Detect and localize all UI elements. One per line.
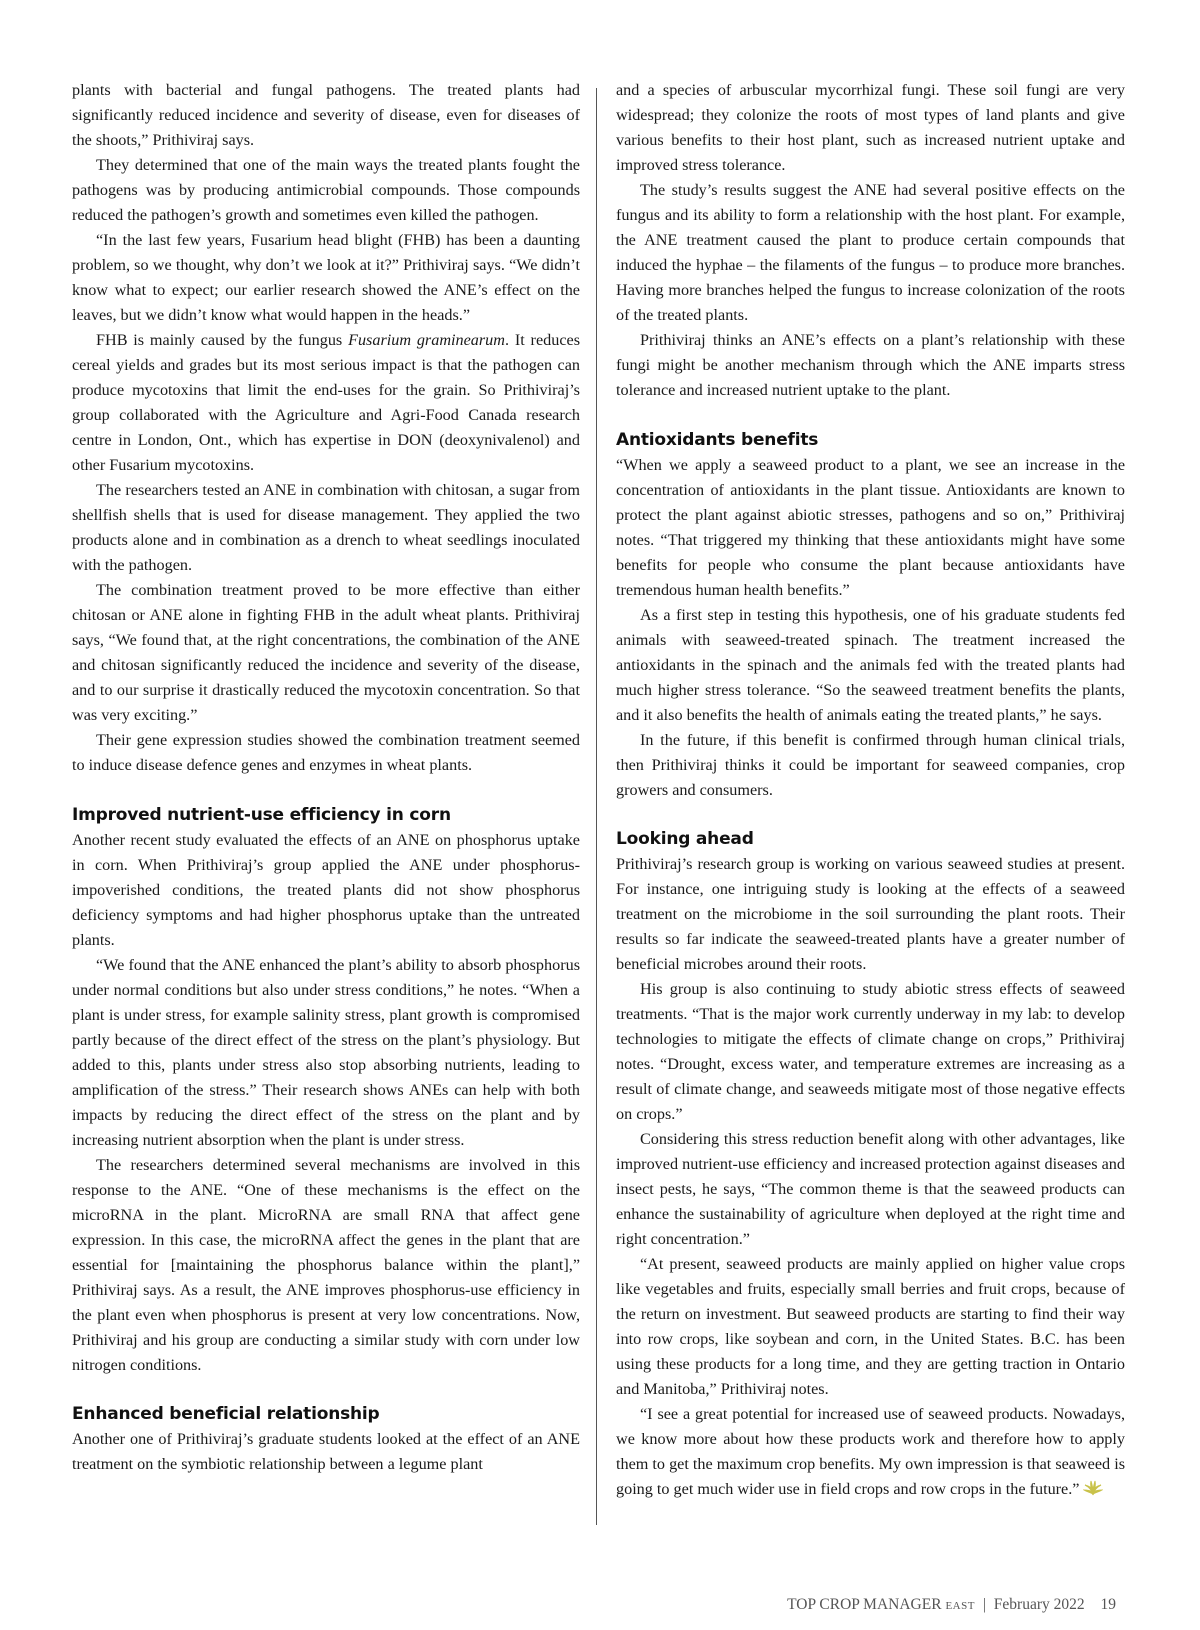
paragraph: Prithiviraj thinks an ANE’s effects on a plant’s relationship with these fungi might be another mechanism through which the ANE imparts stress tolerance and increased nutrient uptake to the plant. (616, 331, 1125, 399)
page-footer (787, 1596, 1116, 1614)
paragraph (72, 328, 580, 478)
paragraph: Another recent study evaluated the effects of an ANE on phosphorus uptake in corn. When Prithiviraj’s group applied the ANE under phosphorus-impoverished conditions, the treated plants did not show phosphorus deficiency symptoms and had higher phosphorus uptake than the untreated plants. (72, 831, 580, 949)
issue-date: February 2022 (993, 1596, 1085, 1613)
paragraph: “When we apply a seaweed product to a plant, we see an increase in the concentration of antioxidants in the plant tissue. Antioxidants are known to protect the plant against abiotic stresses, pathogens and so on,” Prithiviraj notes. “That triggered my thinking that these antioxidants might have some benefits for people who consume the plant because antioxidants have tremendous human health benefits.” (616, 456, 1125, 599)
paragraph: “In the last few years, Fusarium head blight (FHB) has been a daunting problem, so we thought, why don’t we look at it?” Prithiviraj says. “We didn’t know what to expect; our earlier research showed the ANE’s effect on the leaves, but we didn’t know what would happen in the heads.” (72, 231, 580, 324)
paragraph: “At present, seaweed products are mainly applied on higher value crops like vegetables and fruits, especially small berries and fruit crops, because of the return on investment. But seaweed products are starting to find their way into row crops, like soybean and corn, in the United States. B.C. has been using these products for a long time, and they are getting traction in Ontario and Manitoba,” Prithiviraj notes. (616, 1255, 1125, 1398)
magazine-title: TOP CROP MANAGER (787, 1596, 942, 1613)
paragraph: “We found that the ANE enhanced the plant’s ability to absorb phosphorus under normal conditions but also under stress conditions,” he notes. “When a plant is under stress, for example salinity stress, plant growth is compromised partly because of the direct effect of the stress on the plant’s physiology. But added to this, plants under stress also stop absorbing nutrients, leading to amplification of the stress.” Their research shows ANEs can help with both impacts by reducing the direct effect of the stress on the plant and by increasing nutrient absorption when the plant is under stress. (72, 956, 580, 1149)
paragraph: The combination treatment proved to be more effective than either chitosan or ANE alone in fighting FHB in the adult wheat plants. Prithiviraj says, “We found that, at the right concentrations, the combination of the ANE and chitosan significantly reduced the incidence and severity of the disease, and to our surprise it drastically reduced the mycotoxin concentration. So that was very exciting.” (72, 581, 580, 724)
paragraph: They determined that one of the main ways the treated plants fought the pathogens was by producing antimicrobial compounds. Those compounds reduced the pathogen’s growth and sometimes even killed the pathogen. (72, 156, 580, 224)
paragraph: The researchers determined several mechanisms are involved in this response to the ANE. “One of these mechanisms is the effect on the microRNA in the plant. MicroRNA are small RNA that affect gene expression. In this case, the microRNA affect the genes in the plant that are essential for [maintaining the phosphorus balance within the plant],” Prithiviraj says. As a result, the ANE improves phosphorus-use efficiency in the plant even when phosphorus is present at very low concentrations. Now, Prithiviraj and his group are conducting a similar study with corn under low nitrogen conditions. (72, 1156, 580, 1374)
paragraph: plants with bacterial and fungal pathogens. The treated plants had significantly reduced incidence and severity of disease, even for diseases of the shoots,” Prithiviraj says. (72, 81, 580, 149)
column-divider (596, 88, 597, 1525)
section-heading: Antioxidants benefits (616, 430, 819, 450)
paragraph: The study’s results suggest the ANE had several positive effects on the fungus and its ability to form a relationship with the host plant. For example, the ANE treatment caused the plant to produce certain compounds that induced the hyphae – the filaments of the fungus – to produce more branches. Having more branches helped the fungus to increase colonization of the roots of the treated plants. (616, 181, 1125, 324)
page-number: 19 (1100, 1596, 1116, 1613)
paragraph: and a species of arbuscular mycorrhizal fungi. These soil fungi are very widespread; they colonize the roots of most types of land plants and give various benefits to their host plant, such as increased nutrient uptake and improved stress tolerance. (616, 81, 1125, 174)
paragraph: As a first step in testing this hypothesis, one of his graduate students fed animals with seaweed-treated spinach. The treatment increased the antioxidants in the spinach and the animals fed with the treated plants had much higher stress tolerance. “So the seaweed treatment benefits the plants, and it also benefits the health of animals eating the treated plants,” he says. (616, 606, 1125, 724)
text-run: “I see a great potential for increased use of seaweed products. Nowadays, we know more about how these products work and therefore how to apply them to get the maximum crop benefits. My own impression is that seaweed is going to get much wider use in field crops and row crops in the future.” (616, 1405, 1125, 1498)
paragraph: Prithiviraj’s research group is working on various seaweed studies at present. For instance, one intriguing study is looking at the effects of a seaweed treatment on the microbiome in the soil surrounding the plant roots. Their results so far indicate the seaweed-treated plants have a greater number of beneficial microbes around their roots. (616, 855, 1125, 973)
section-heading: Looking ahead (616, 829, 754, 849)
paragraph: In the future, if this benefit is confirmed through human clinical trials, then Prithiviraj thinks it could be important for seaweed companies, crop growers and consumers. (616, 731, 1125, 799)
paragraph: His group is also continuing to study abiotic stress effects of seaweed treatments. “That is the major work currently underway in my lab: to develop technologies to mitigate the effects of climate change on crops,” Prithiviraj notes. “Drought, excess water, and temperature extremes are increasing as a result of climate change, and seaweeds mitigate most of those negative effects on crops.” (616, 980, 1125, 1123)
edition-label: EAST (945, 1600, 975, 1612)
footer-separator: | (982, 1596, 986, 1613)
paragraph: Another one of Prithiviraj’s graduate students looked at the effect of an ANE treatment on the symbiotic relationship between a legume plant (72, 1430, 580, 1473)
paragraph: Considering this stress reduction benefit along with other advantages, like improved nutrient-use efficiency and increased protection against diseases and insect pests, he says, “The common theme is that the seaweed products can enhance the sustainability of agriculture when deployed at the right time and right concentration.” (616, 1130, 1125, 1248)
section-heading: Improved nutrient-use efficiency in corn (72, 805, 451, 825)
text-run: . It reduces cereal yields and grades but its most serious impact is that the pathogen can produce mycotoxins that limit the end-uses for the grain. So Prithiviraj’s group collaborated with the Agriculture and Agri-Food Canada research centre in London, Ont., which has expertise in DON (deoxynivalenol) and other Fusarium mycotoxins. (72, 331, 580, 474)
paragraph (616, 1402, 1125, 1502)
text-run: FHB is mainly caused by the fungus (96, 331, 349, 349)
species-name: Fusarium graminearum (348, 331, 505, 349)
right-column (616, 78, 1125, 1502)
left-column (72, 78, 580, 1477)
seaweed-end-mark-icon (1083, 1480, 1103, 1496)
paragraph: The researchers tested an ANE in combination with chitosan, a sugar from shellfish shells that is used for disease management. They applied the two products alone and in combination as a drench to wheat seedlings inoculated with the pathogen. (72, 481, 580, 574)
paragraph: Their gene expression studies showed the combination treatment seemed to induce disease defence genes and enzymes in wheat plants. (72, 731, 580, 774)
section-heading: Enhanced beneficial relationship (72, 1404, 380, 1424)
